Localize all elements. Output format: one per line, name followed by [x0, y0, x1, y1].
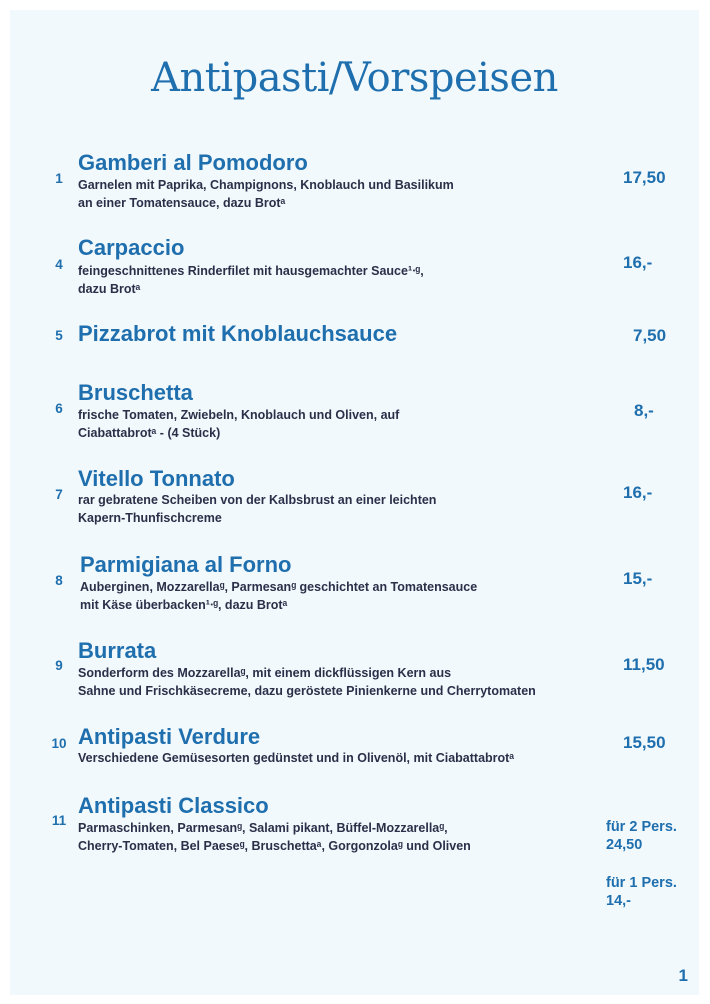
item-name: Bruschetta: [78, 380, 193, 405]
item-number: 5: [55, 328, 63, 343]
item-name: Gamberi al Pomodoro: [78, 150, 308, 175]
item-description: frische Tomaten, Zwiebeln, Knoblauch und Oliven, auf: [78, 408, 400, 422]
item-price: 17,50: [623, 168, 666, 187]
item-name: Pizzabrot mit Knoblauchsauce: [78, 321, 398, 346]
item-name: Antipasti Verdure: [78, 724, 261, 749]
item-name: Parmigiana al Forno: [80, 552, 292, 577]
item-name: Antipasti Classico: [78, 793, 269, 818]
item-name: Burrata: [78, 638, 157, 663]
item-number: 8: [55, 573, 63, 588]
price-label-1-person: für 1 Pers.: [606, 875, 677, 891]
item-price: 14,-: [606, 893, 631, 909]
item-price: 16,-: [623, 253, 653, 272]
page-number: 1: [678, 966, 688, 985]
item-price: 15,50: [623, 733, 666, 752]
item-price: 24,50: [606, 837, 643, 853]
item-description: Sahne und Frischkäsecreme, dazu geröstete Pinienkerne und Cherrytomaten: [78, 684, 536, 698]
item-description: mit Käse überbacken¹ᐧᵍ, dazu Brotᵃ: [80, 598, 288, 612]
item-description: rar gebratene Scheiben von der Kalbsbrust an einer leichten: [78, 493, 437, 507]
item-description: feingeschnittenes Rinderfilet mit hausgemachter Sauce¹ᐧᵍ,: [78, 264, 424, 278]
item-description: dazu Brotᵃ: [78, 282, 141, 296]
item-description: Verschiedene Gemüsesorten gedünstet und in Olivenöl, mit Ciabattabrotᵃ: [78, 751, 515, 765]
item-price: 16,-: [623, 483, 653, 502]
item-number: 9: [55, 658, 63, 673]
item-description: Kapern-Thunfischcreme: [78, 511, 222, 525]
item-number: 10: [51, 736, 67, 751]
item-price: 7,50: [633, 326, 667, 345]
item-number: 6: [55, 401, 63, 416]
item-price: 8,-: [634, 401, 654, 420]
item-description: Sonderform des Mozzarellaᵍ, mit einem dickflüssigen Kern aus: [78, 666, 452, 680]
item-number: 11: [51, 813, 67, 828]
item-description: Parmaschinken, Parmesanᵍ, Salami pikant, Büffel-Mozzarellaᵍ,: [78, 821, 448, 835]
item-name: Vitello Tonnato: [78, 466, 235, 491]
item-number: 7: [55, 487, 63, 502]
item-description: Garnelen mit Paprika, Champignons, Knoblauch und Basilikum: [78, 178, 454, 192]
item-name: Carpaccio: [78, 235, 185, 260]
item-description: Cherry-Tomaten, Bel Paeseᵍ, Bruschettaᵃ, Gorgonzolaᵍ und Oliven: [78, 839, 471, 853]
item-price: 15,-: [623, 569, 653, 588]
item-number: 4: [55, 257, 63, 272]
item-price: 11,50: [623, 655, 665, 674]
item-description: an einer Tomatensauce, dazu Brotᵃ: [78, 196, 286, 210]
price-label-2-persons: für 2 Pers.: [606, 819, 677, 835]
page-title: Antipasti/Vorspeisen: [151, 54, 558, 101]
item-description: Ciabattabrotᵃ - (4 Stück): [78, 426, 221, 440]
item-description: Auberginen, Mozzarellaᵍ, Parmesanᵍ geschichtet an Tomatensauce: [80, 580, 478, 594]
item-number: 1: [55, 171, 63, 186]
